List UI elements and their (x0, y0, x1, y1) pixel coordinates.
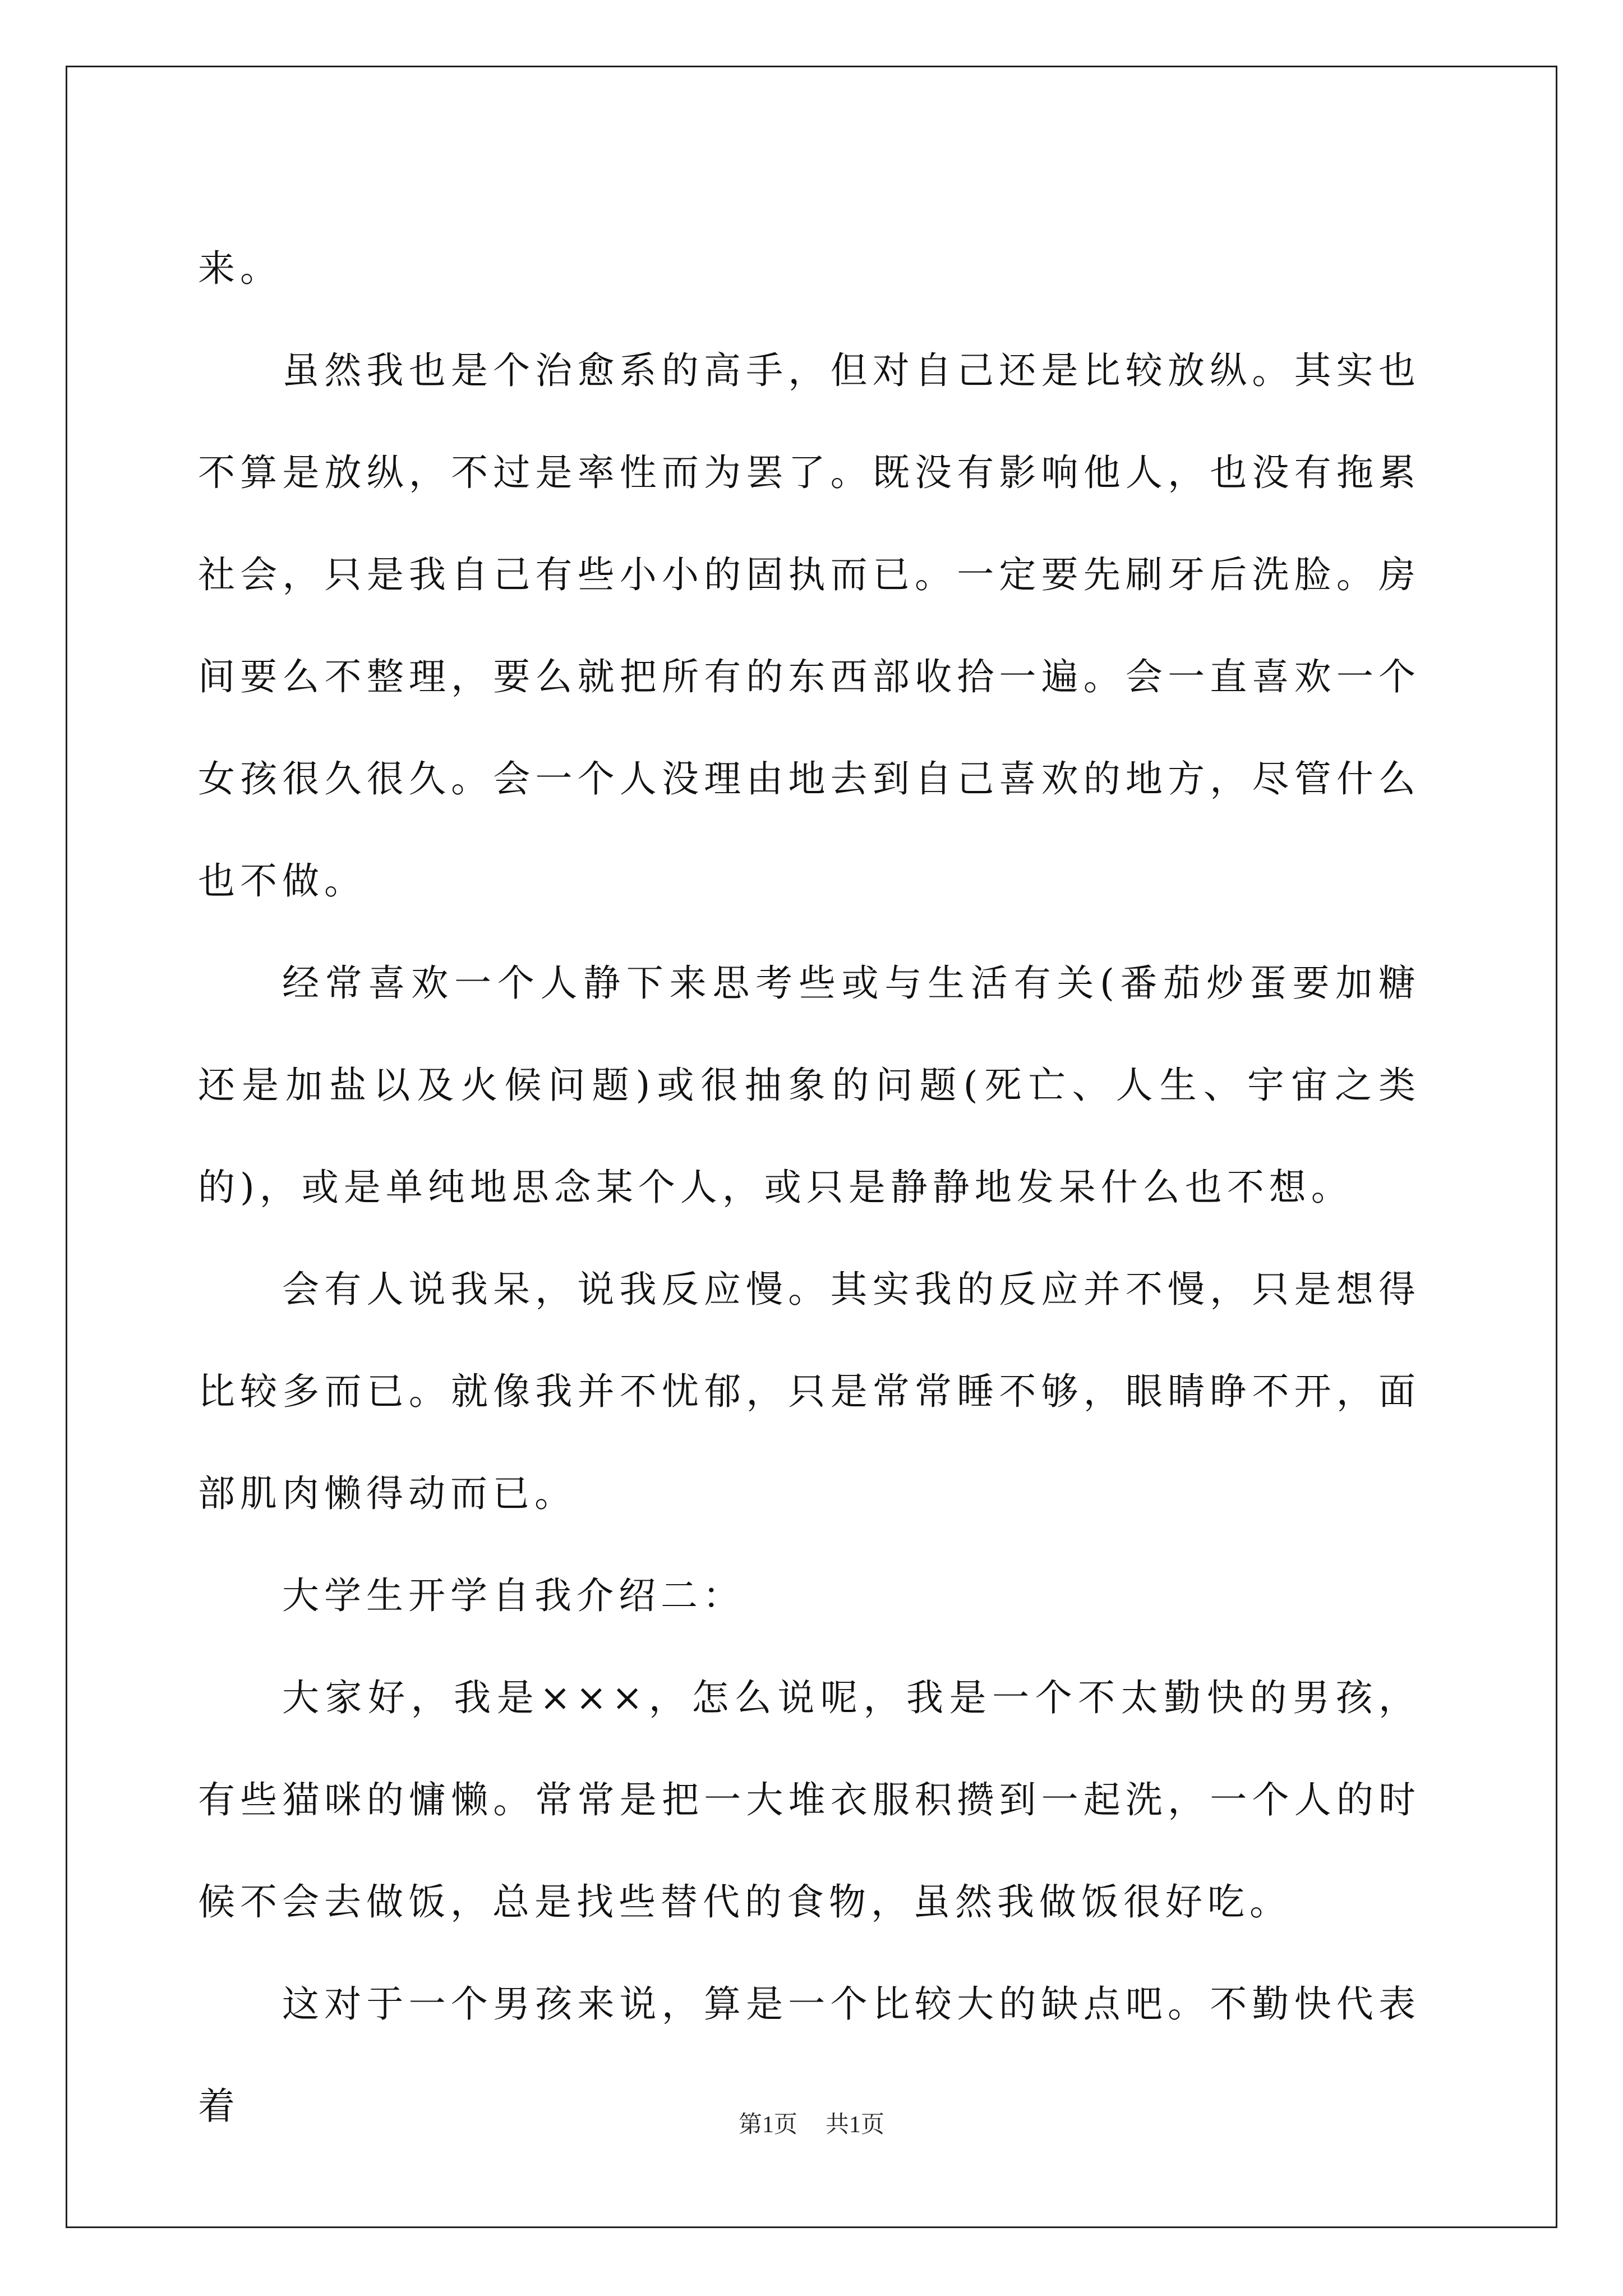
paragraph: 大家好，我是×××，怎么说呢，我是一个不太勤快的男孩，有些猫咪的慵懒。常常是把一大堆衣服积攒到一起洗，一个人的时候不会去做饭，总是找些替代的食物，虽然我做饭很好吃。 (198, 1676, 1421, 1924)
section-heading: 大学生开学自我介绍二： (282, 1574, 745, 1617)
page-total: 共1页 (826, 2112, 885, 2138)
paragraph: 这对于一个男孩来说，算是一个比较大的缺点吧。不勤快代表着 (198, 1982, 1421, 2128)
paragraph-continuation: 来。 (198, 247, 282, 290)
paragraph: 会有人说我呆，说我反应慢。其实我的反应并不慢，只是想得比较多而已。就像我并不忧郁，只是常常睡不够，眼睛睁不开，面部肌肉懒得动而已。 (198, 1268, 1421, 1515)
document-body (198, 218, 1421, 2157)
page-footer (0, 2110, 1623, 2139)
paragraph: 虽然我也是个治愈系的高手，但对自己还是比较放纵。其实也不算是放纵，不过是率性而为罢了。既没有影响他人，也没有拖累社会，只是我自己有些小小的固执而已。一定要先刷牙后洗脸。房间要么不整理，要么就把所有的东西部收拾一遍。会一直喜欢一个女孩很久很久。会一个人没理由地去到自己喜欢的地方，尽管什么也不做。 (198, 349, 1421, 903)
paragraph: 经常喜欢一个人静下来思考些或与生活有关(番茄炒蛋要加糖还是加盐以及火候问题)或很抽象的问题(死亡、人生、宇宙之类的)，或是单纯地思念某个人，或只是静静地发呆什么也不想。 (198, 961, 1421, 1209)
page-number: 第1页 (738, 2112, 797, 2138)
